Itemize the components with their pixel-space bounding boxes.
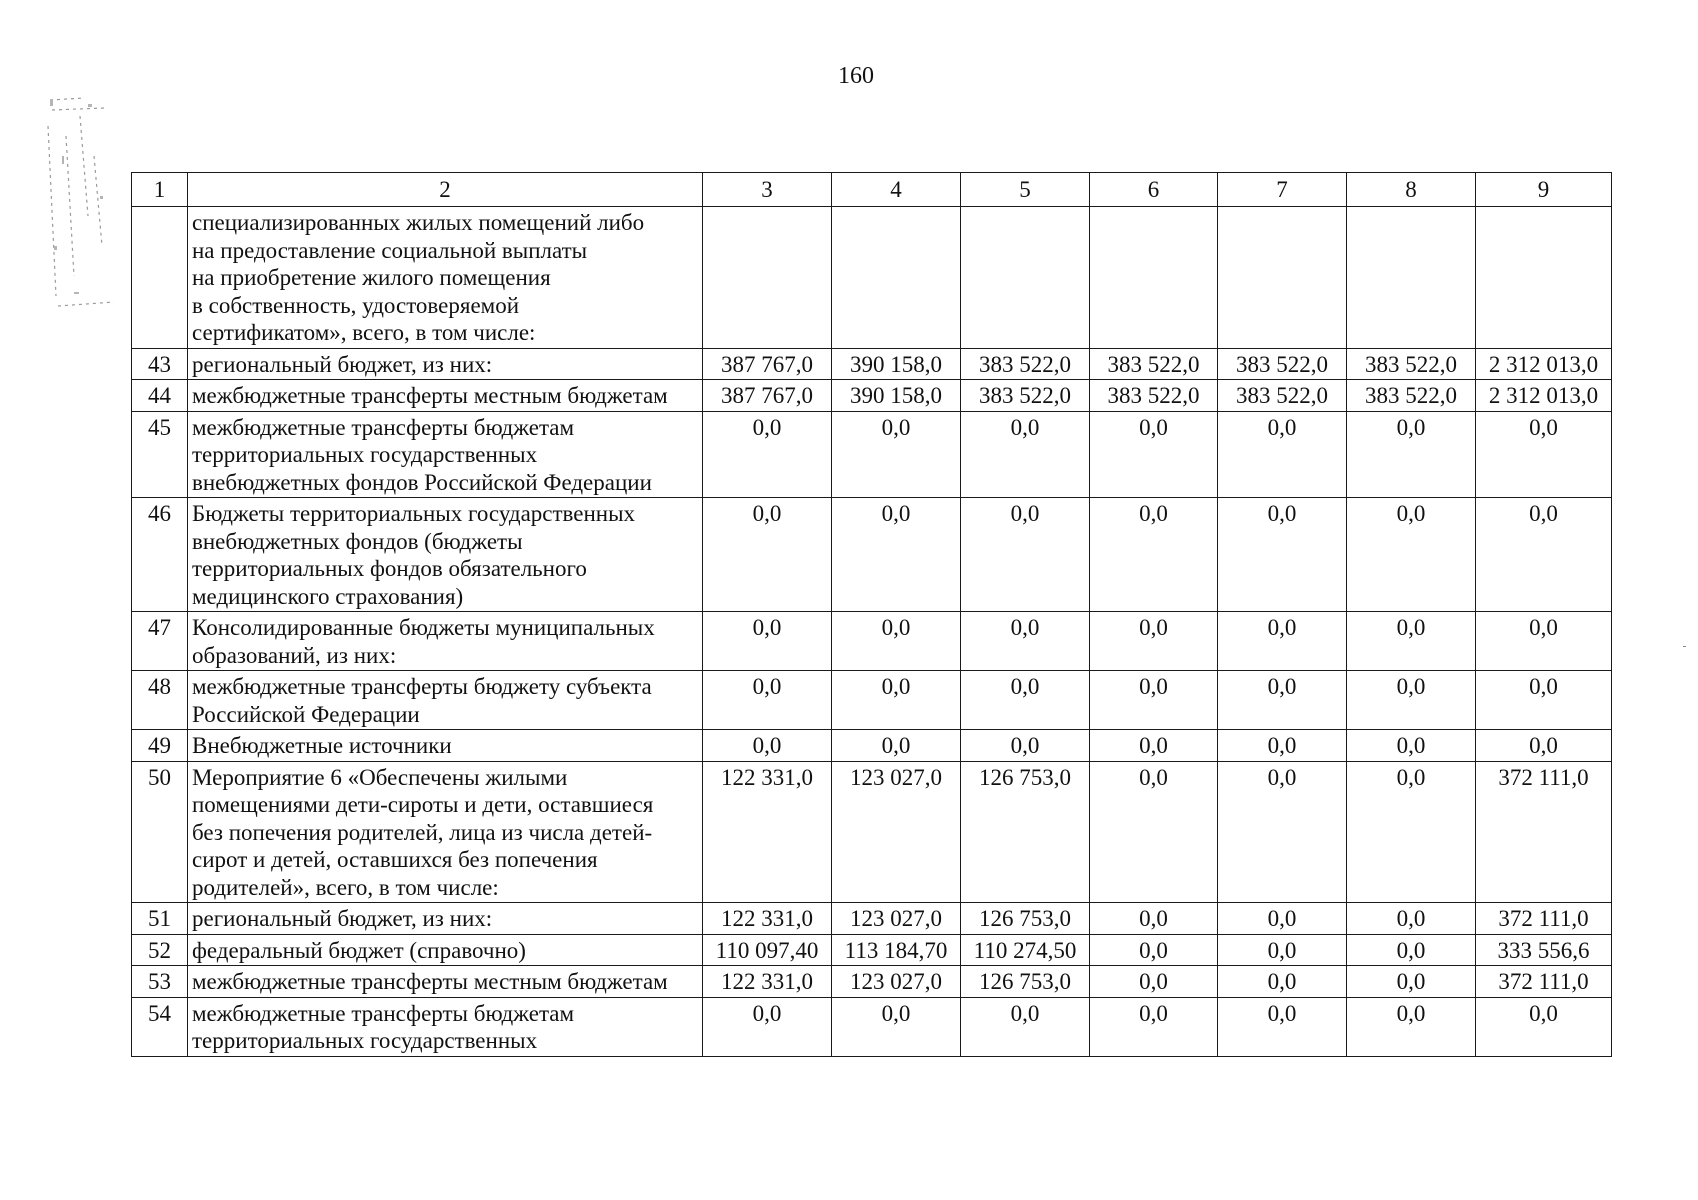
row-value: 0,0 xyxy=(1476,498,1612,612)
table-row xyxy=(132,761,1612,903)
row-number: 46 xyxy=(132,498,188,612)
row-value xyxy=(1476,207,1612,349)
margin-stamp-mark xyxy=(44,96,118,308)
row-value: 0,0 xyxy=(832,498,961,612)
column-header-9: 9 xyxy=(1476,173,1612,207)
row-number: 51 xyxy=(132,903,188,935)
row-value: 0,0 xyxy=(1347,903,1476,935)
row-number: 49 xyxy=(132,730,188,762)
row-value: 0,0 xyxy=(961,671,1090,730)
row-value: 0,0 xyxy=(1090,934,1218,966)
row-value: 383 522,0 xyxy=(1218,348,1347,380)
row-value: 0,0 xyxy=(1347,997,1476,1056)
row-value: 0,0 xyxy=(1090,612,1218,671)
row-value: 0,0 xyxy=(1347,934,1476,966)
table-row xyxy=(132,498,1612,612)
row-value: 387 767,0 xyxy=(703,380,832,412)
row-value: 0,0 xyxy=(1090,997,1218,1056)
row-value: 0,0 xyxy=(703,671,832,730)
row-value: 122 331,0 xyxy=(703,966,832,998)
row-value: 383 522,0 xyxy=(1218,380,1347,412)
row-value: 122 331,0 xyxy=(703,761,832,903)
row-value xyxy=(703,207,832,349)
row-value: 0,0 xyxy=(1218,411,1347,498)
row-value: 333 556,6 xyxy=(1476,934,1612,966)
row-value: 0,0 xyxy=(1347,411,1476,498)
row-value: 0,0 xyxy=(1090,498,1218,612)
row-value: 110 274,50 xyxy=(961,934,1090,966)
row-value: 372 111,0 xyxy=(1476,761,1612,903)
row-value: 0,0 xyxy=(1090,903,1218,935)
row-value: 0,0 xyxy=(1090,671,1218,730)
row-value: 0,0 xyxy=(1090,761,1218,903)
row-value: 0,0 xyxy=(1347,761,1476,903)
table-row xyxy=(132,903,1612,935)
row-description: межбюджетные трансферты местным бюджетам xyxy=(188,380,703,412)
row-value: 0,0 xyxy=(1347,966,1476,998)
row-value: 0,0 xyxy=(832,612,961,671)
row-value: 0,0 xyxy=(961,612,1090,671)
row-description: Бюджеты территориальных государственных внебюджетных фондов (бюджеты территориальных фондов обязательного медицинского страхования) xyxy=(188,498,703,612)
row-value: 372 111,0 xyxy=(1476,966,1612,998)
row-value: 0,0 xyxy=(832,671,961,730)
table-row xyxy=(132,997,1612,1056)
row-value: 0,0 xyxy=(703,612,832,671)
row-value: 126 753,0 xyxy=(961,761,1090,903)
row-value: 0,0 xyxy=(1347,612,1476,671)
row-value: 0,0 xyxy=(961,411,1090,498)
row-value: 0,0 xyxy=(1218,997,1347,1056)
row-description: Консолидированные бюджеты муниципальных образований, из них: xyxy=(188,612,703,671)
row-value: 123 027,0 xyxy=(832,966,961,998)
row-number: 43 xyxy=(132,348,188,380)
row-number: 54 xyxy=(132,997,188,1056)
row-value xyxy=(832,207,961,349)
row-number: 47 xyxy=(132,612,188,671)
budget-table xyxy=(131,172,1612,1057)
row-description: Внебюджетные источники xyxy=(188,730,703,762)
row-value: 372 111,0 xyxy=(1476,903,1612,935)
table-header-row xyxy=(132,173,1612,207)
row-number: 45 xyxy=(132,411,188,498)
row-value: 0,0 xyxy=(1347,671,1476,730)
row-value: 383 522,0 xyxy=(1090,348,1218,380)
row-value: 2 312 013,0 xyxy=(1476,380,1612,412)
row-value: 0,0 xyxy=(1218,612,1347,671)
table-row xyxy=(132,348,1612,380)
row-value: 387 767,0 xyxy=(703,348,832,380)
row-value: 126 753,0 xyxy=(961,903,1090,935)
row-value: 0,0 xyxy=(1476,671,1612,730)
row-value: 0,0 xyxy=(1476,730,1612,762)
table-row xyxy=(132,730,1612,762)
row-description: межбюджетные трансферты бюджетам территориальных государственных xyxy=(188,997,703,1056)
row-value: 383 522,0 xyxy=(961,380,1090,412)
page-number: 160 xyxy=(838,63,874,89)
row-value: 0,0 xyxy=(1476,411,1612,498)
row-value xyxy=(1090,207,1218,349)
column-header-2: 2 xyxy=(188,173,703,207)
row-description: Мероприятие 6 «Обеспечены жилыми помещениями дети-сироты и дети, оставшиеся без попечения родителей, лица из числа детей- сирот и детей, оставшихся без попечения родителей», всего, в том числе: xyxy=(188,761,703,903)
row-description: межбюджетные трансферты местным бюджетам xyxy=(188,966,703,998)
row-value xyxy=(1347,207,1476,349)
column-header-3: 3 xyxy=(703,173,832,207)
row-value: 390 158,0 xyxy=(832,380,961,412)
table-row xyxy=(132,966,1612,998)
table-row xyxy=(132,380,1612,412)
row-number: 53 xyxy=(132,966,188,998)
row-value: 123 027,0 xyxy=(832,903,961,935)
row-value: 122 331,0 xyxy=(703,903,832,935)
table-row xyxy=(132,411,1612,498)
row-value: 126 753,0 xyxy=(961,966,1090,998)
row-value: 0,0 xyxy=(832,997,961,1056)
row-value: 0,0 xyxy=(1347,498,1476,612)
row-description: региональный бюджет, из них: xyxy=(188,903,703,935)
row-value: 0,0 xyxy=(1218,671,1347,730)
row-description: межбюджетные трансферты бюджетам территориальных государственных внебюджетных фондов Российской Федерации xyxy=(188,411,703,498)
row-value: 0,0 xyxy=(832,730,961,762)
row-number: 50 xyxy=(132,761,188,903)
row-value: 0,0 xyxy=(1090,966,1218,998)
row-value: 0,0 xyxy=(703,997,832,1056)
row-value: 0,0 xyxy=(1090,411,1218,498)
row-value: 390 158,0 xyxy=(832,348,961,380)
column-header-6: 6 xyxy=(1090,173,1218,207)
row-value: 0,0 xyxy=(1218,761,1347,903)
row-value: 0,0 xyxy=(961,997,1090,1056)
row-value: 0,0 xyxy=(1090,730,1218,762)
row-value: 383 522,0 xyxy=(1347,380,1476,412)
row-description: специализированных жилых помещений либо на предоставление социальной выплаты на приобретение жилого помещения в собственность, удостоверяемой сертификатом», всего, в том числе: xyxy=(188,207,703,349)
table-row xyxy=(132,207,1612,349)
row-value: 0,0 xyxy=(961,730,1090,762)
column-header-4: 4 xyxy=(832,173,961,207)
table-row xyxy=(132,612,1612,671)
table-row xyxy=(132,934,1612,966)
row-number: 48 xyxy=(132,671,188,730)
row-value xyxy=(961,207,1090,349)
row-value: 0,0 xyxy=(1218,730,1347,762)
row-number xyxy=(132,207,188,349)
row-value: 0,0 xyxy=(703,730,832,762)
edge-mark xyxy=(1683,646,1686,647)
row-value: 383 522,0 xyxy=(1347,348,1476,380)
row-value: 0,0 xyxy=(1218,934,1347,966)
column-header-8: 8 xyxy=(1347,173,1476,207)
row-description: региональный бюджет, из них: xyxy=(188,348,703,380)
row-value: 0,0 xyxy=(1476,612,1612,671)
row-value: 383 522,0 xyxy=(961,348,1090,380)
row-value: 0,0 xyxy=(1476,997,1612,1056)
column-header-7: 7 xyxy=(1218,173,1347,207)
row-value: 0,0 xyxy=(703,498,832,612)
row-value: 0,0 xyxy=(703,411,832,498)
row-value: 0,0 xyxy=(1218,966,1347,998)
row-value: 0,0 xyxy=(1218,903,1347,935)
table-row xyxy=(132,671,1612,730)
row-value: 2 312 013,0 xyxy=(1476,348,1612,380)
row-value: 110 097,40 xyxy=(703,934,832,966)
row-value: 0,0 xyxy=(961,498,1090,612)
column-header-1: 1 xyxy=(132,173,188,207)
row-description: межбюджетные трансферты бюджету субъекта Российской Федерации xyxy=(188,671,703,730)
row-description: федеральный бюджет (справочно) xyxy=(188,934,703,966)
column-header-5: 5 xyxy=(961,173,1090,207)
row-value: 113 184,70 xyxy=(832,934,961,966)
row-number: 44 xyxy=(132,380,188,412)
row-number: 52 xyxy=(132,934,188,966)
row-value: 0,0 xyxy=(1218,498,1347,612)
row-value: 123 027,0 xyxy=(832,761,961,903)
row-value: 383 522,0 xyxy=(1090,380,1218,412)
row-value xyxy=(1218,207,1347,349)
row-value: 0,0 xyxy=(832,411,961,498)
row-value: 0,0 xyxy=(1347,730,1476,762)
